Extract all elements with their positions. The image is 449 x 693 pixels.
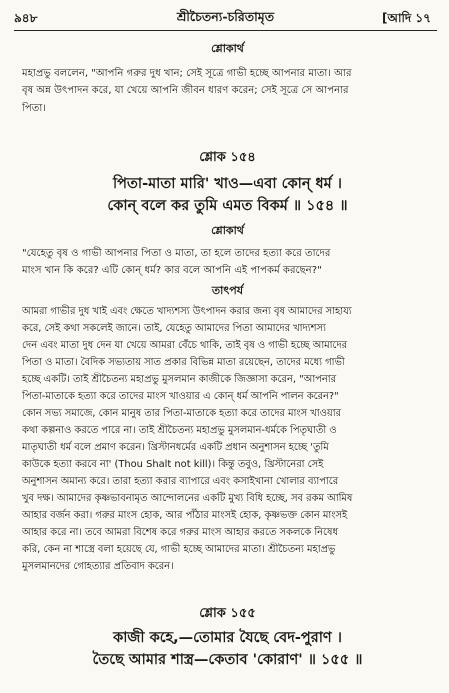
verse-154 (22, 148, 433, 217)
translation-heading: শ্লোকার্থ (211, 224, 244, 237)
verse-line: কোন্ বলে কর তুমি এমত বিকর্ম ॥ ১৫৪ ॥ (107, 198, 348, 214)
text-line: আহার করে না। তবে আমরা বিশেষ করে গরুর মাংস আহার করতে সকলকে নিষেধ (22, 527, 338, 538)
text-line: পিতা। (22, 102, 46, 114)
text-line: পিতা ও মাতা। বৈদিক সভ্যতায় সাত প্রকার বিভিন্ন মাতা রয়েছেন, তাদের মধ্যে গাভী (22, 357, 345, 368)
running-title: শ্রীচৈতন্য-চরিতামৃত (176, 9, 275, 24)
purport-section (22, 282, 433, 575)
translation-text (22, 65, 433, 117)
verse-line: কাজী কহে,—তোমার যৈছে বেদ-পুরাণ । (113, 630, 342, 646)
text-line: খুব দক্ষ। আমাদের কৃষ্ণভাবনামৃত আন্দোলনের একটি মুখ্য বিধি হচ্ছে, সব রকম আমিষ (22, 493, 353, 504)
text-line: আহার বর্জন করা। গরুর মাংস হোক, আর পাঁঠার মাংসই হোক, কৃষ্ণভক্ত কোন মাংসই (22, 510, 348, 521)
text-line: মাতৃঘাতী ধর্ম বলে প্রমাণ করেন। খ্রিস্টানধর্মের একটি প্রধান অনুশাসন হচ্ছে 'তুমি (22, 442, 329, 453)
text-line: কথা কল্পনাও করতে পারে না। তাই শ্রীচৈতন্য মহাপ্রভু মুসলমান-ধর্মকে পিতৃঘাতী ও (22, 425, 337, 436)
text-line: মহাপ্রভু বললেন, "আপনি গরুর দুধ খান; সেই সূত্রে গাভী হচ্ছে আপনার মাতা। আর (22, 68, 352, 79)
text-line: করে, সেই কথা সকলেই জানে। তাই, যেহেতু আমাদের পিতা আমাদের খাদ্যশস্য (22, 323, 326, 334)
text-line: কাউকে হত্যা করবে না' (Thou Shalt not kill)। কিন্তু তবুও, খ্রিস্টানেরা সেই (22, 459, 324, 470)
text-line: পিতা-মাতাকে হত্যা করে তাদের মাংস খাওয়ার এ কোন্ ধর্ম আপনি পালন করেন?" (22, 391, 339, 402)
running-header (14, 8, 437, 31)
verse-line: পিতা-মাতা মারি' খাও—এবা কোন্ ধর্ম । (113, 176, 342, 192)
purport-heading: তাৎপর্য (211, 284, 244, 297)
chapter-reference: [আদি ১৭ (382, 11, 431, 25)
text-line: মুসলমানদের গোহত্যার প্রতিবাদ করেন। (22, 561, 174, 572)
purport-text (22, 303, 433, 575)
text-line: কোন সভ্য সমাজে, কোন মানুষ তার পিতা-মাতাকে হত্যা করে তাদের মাংস খাওয়ার (22, 408, 342, 419)
text-line: "যেহেতু বৃষ ও গাভী আপনার পিতা ও মাতা, তা হলে তাদের হত্যা করে তাদের (22, 248, 331, 259)
text-line: করি, কেন না শাস্ত্রে বলা হয়েছে যে, গাভী হচ্ছে আমাদের মাতা। শ্রীচৈতন্য মহাপ্রভু (22, 544, 336, 555)
text-line: দেন এবং মাতা দুধ দেন যা খেয়ে আমরা বেঁচে থাকি, তাই বৃষ ও গাভী হচ্ছে আমাদের (22, 340, 348, 351)
verse-line: তৈছে আমার শাস্ত্র—কেতাব 'কোরাণ' ॥ ১৫৫ ॥ (92, 652, 363, 668)
verse-155 (22, 604, 433, 671)
text-line: অনুশাসন অমান্য করে। তারা হত্যা করার ব্যাপারে এবং কসাইখানা খোলার ব্যাপারে (22, 476, 339, 487)
translation-text (22, 245, 433, 280)
text-line: মাংস খান কি করে? এটি কোন্ ধর্ম? কার বলে আপনি এই পাপকর্ম করছেন?" (22, 265, 322, 277)
verse-number: শ্লোক ১৫৪ (199, 150, 256, 165)
text-line: হচ্ছে একটি। তাই শ্রীচৈতন্য মহাপ্রভু মুসলমান কাজীকে জিজ্ঞাসা করেন, "আপনার (22, 374, 337, 385)
page-number: ৯৪৮ (14, 11, 38, 25)
verse-number: শ্লোক ১৫৫ (199, 606, 256, 621)
translation-section-1 (22, 40, 433, 117)
translation-heading: শ্লোকার্থ (211, 42, 244, 55)
text-line: বৃষ অন্ন উৎপাদন করে, যা খেয়ে আপনি জীবন ধারণ করেন; সেই সূত্রে সে আপনার (22, 85, 349, 97)
translation-section-2 (22, 222, 433, 280)
text-line: আমরা গাভীর দুধ খাই এবং ক্ষেতে খাদ্যশস্য উৎপাদন করার জন্য বৃষ আমাদের সাহায্য (22, 306, 352, 317)
